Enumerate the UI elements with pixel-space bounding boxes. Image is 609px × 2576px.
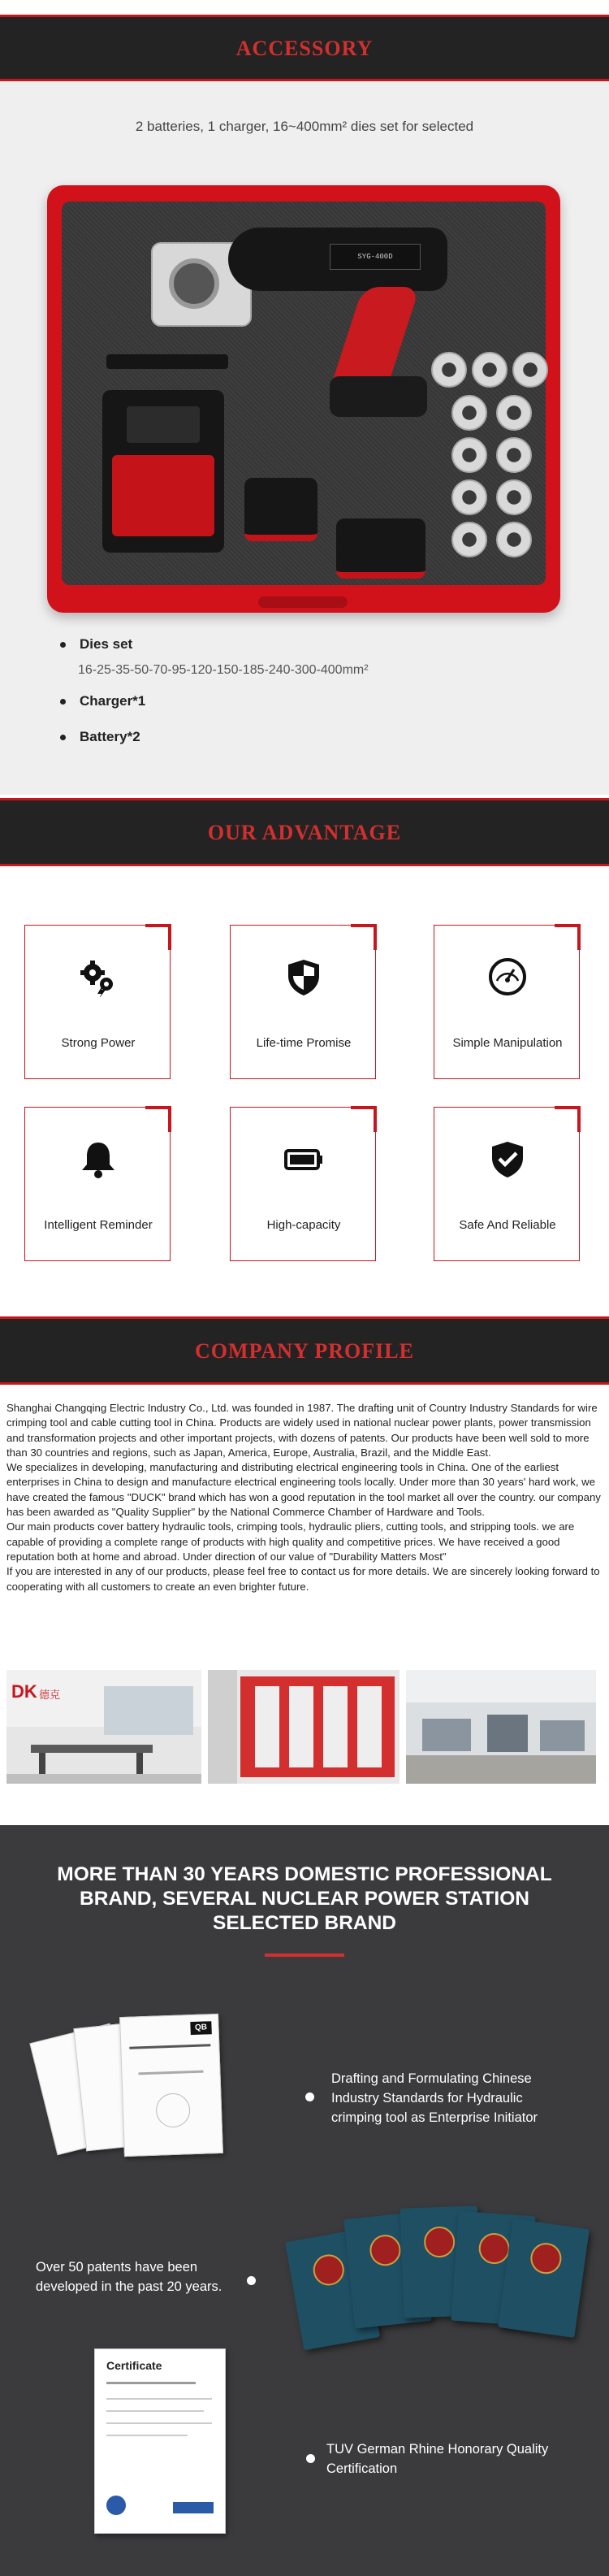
feature-text: Over 50 patents have been developed in the past 20 years.	[36, 2260, 222, 2294]
dies-sizes: 16-25-35-50-70-95-120-150-185-240-300-400mm²	[78, 663, 369, 677]
company-header	[0, 1316, 609, 1385]
die	[496, 522, 532, 557]
charger	[102, 390, 224, 553]
bell-icon	[78, 1138, 119, 1179]
shield-check-icon	[487, 1138, 528, 1179]
list-item: Charger*1	[57, 689, 577, 713]
title-divider	[265, 1954, 344, 1957]
advantage-card	[24, 925, 171, 1079]
company-paragraph: Shanghai Changqing Electric Industry Co., Ltd. was founded in 1987. The drafting unit of Country Industry Standards for wire crimping tool and cable cutting tool in China. Products are widely used in national nuclear power plants, power transmission and transformation projects and other important projects, with dozens of patents. Our products have been well sold to more than 30 countries and regions, such as Japan, America, Europe, Australia, Brazil, and the Middle East.	[6, 1402, 598, 1459]
certificate-title: Certificate	[106, 2359, 162, 2372]
advantage-card	[24, 1107, 171, 1261]
case-handle	[258, 596, 348, 608]
advantage-card	[230, 1107, 376, 1261]
workspace-photo	[406, 1670, 596, 1784]
patent-certificate	[498, 2218, 590, 2338]
advantage-card	[434, 925, 580, 1079]
die	[496, 395, 532, 431]
tool-model-label: SYG-400D	[330, 244, 421, 270]
die	[451, 479, 487, 515]
case-foam	[62, 202, 546, 585]
die	[431, 352, 467, 388]
company-heading: COMPANY PROFILE	[195, 1339, 414, 1363]
shield-icon	[283, 956, 324, 997]
charger-slot	[127, 406, 200, 443]
die	[451, 522, 487, 557]
accessory-heading: ACCESSORY	[235, 37, 374, 60]
tool-case-image	[47, 185, 560, 613]
feature-bullet	[305, 2092, 314, 2101]
advantage-heading: OUR ADVANTAGE	[207, 821, 402, 844]
accessory-list	[57, 632, 577, 749]
charger-face	[112, 455, 214, 536]
standard-document	[119, 2014, 223, 2157]
die	[496, 437, 532, 473]
certificate-seal	[106, 2496, 126, 2515]
company-logo-sub: 德克	[39, 1689, 61, 1701]
list-item: Dies set	[57, 632, 577, 657]
card-label: High-capacity	[266, 1218, 341, 1232]
battery	[336, 518, 425, 579]
office-photo	[6, 1670, 201, 1784]
card-label: Intelligent Reminder	[44, 1218, 153, 1232]
brand-title: MORE THAN 30 YEARS DOMESTIC PROFESSIONAL BRAND, SEVERAL NUCLEAR POWER STATION SELECTED BRAND	[57, 1863, 552, 1934]
card-label: Safe And Reliable	[459, 1218, 556, 1232]
tool-grip-base	[330, 376, 427, 417]
accessory-subtitle: 2 batteries, 1 charger, 16~400mm² dies set for selected	[135, 119, 474, 134]
company-logo: DK	[11, 1681, 37, 1702]
company-paragraph: If you are interested in any of our products, please feel free to contact us for more details. We are sincerely looking forward to cooperating with all customers to create an even brighter future.	[6, 1565, 600, 1593]
die	[451, 437, 487, 473]
accessory-header	[0, 15, 609, 81]
card-label: Strong Power	[61, 1036, 136, 1050]
showroom-photo	[208, 1670, 400, 1784]
tuv-certificate	[94, 2348, 226, 2534]
advantage-header	[0, 798, 609, 866]
die	[496, 479, 532, 515]
feature-text: Drafting and Formulating Chinese Industry Standards for Hydraulic crimping tool as Enterprise Initiator	[331, 2071, 538, 2125]
list-item: Battery*2	[57, 725, 577, 749]
feature-bullet	[247, 2276, 256, 2285]
advantage-card	[230, 925, 376, 1079]
company-paragraph: We specializes in developing, manufacturing and distributing electrical engineering tools in China. One of the earliest enterprises in China to design and manufacture electrical engineering tools locally. Under more than 30 years' hard work, we have created the famous "DUCK" brand which has won a good reputation in the tool market all over the country. our company has been awarded as "Quality Supplier" by the National Commerce Chamber of Hardware and Tools.	[6, 1461, 601, 1519]
foam-slot	[106, 354, 228, 369]
gauge-icon	[487, 956, 528, 997]
company-paragraph: Our main products cover battery hydraulic tools, crimping tools, hydraulic pliers, cutting tools, and stripping tools. we are capable of providing a complete range of products with high quality and competitive prices. We have received a good reputation both at home and abroad. Under direction of our value of "Durability Matters Most"	[6, 1520, 575, 1563]
die	[472, 352, 508, 388]
gears-lightning-icon	[78, 956, 119, 997]
card-label: Simple Manipulation	[452, 1036, 563, 1050]
die	[512, 352, 548, 388]
battery-icon	[283, 1138, 324, 1179]
advantage-card	[434, 1107, 580, 1261]
feature-bullet	[306, 2454, 315, 2463]
feature-text: TUV German Rhine Honorary Quality Certification	[326, 2442, 549, 2476]
company-description	[6, 1401, 603, 1594]
standard-code: QB	[190, 2021, 212, 2035]
card-label: Life-time Promise	[256, 1036, 352, 1050]
battery	[244, 478, 317, 541]
die	[451, 395, 487, 431]
